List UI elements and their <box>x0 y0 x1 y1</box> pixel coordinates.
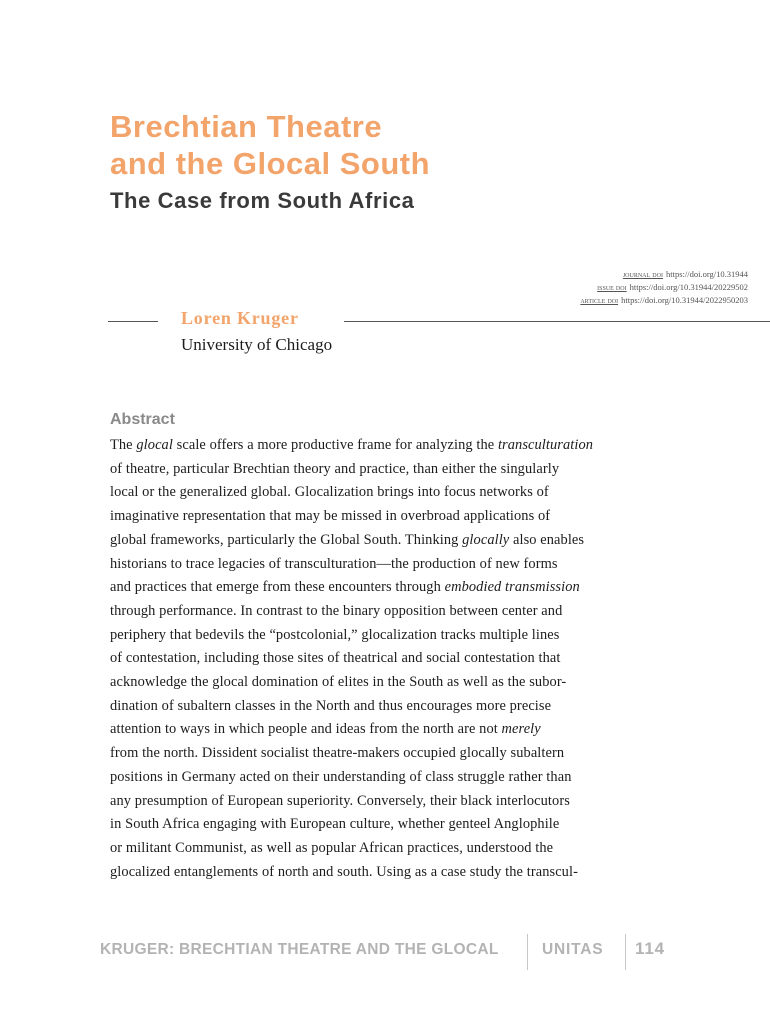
abstract-emphasis: merely <box>501 721 541 738</box>
abstract-line <box>110 600 670 624</box>
abstract-body <box>110 434 670 884</box>
doi-link[interactable]: https://doi.org/10.31944/20229502 <box>629 282 748 292</box>
abstract-emphasis: glocally <box>462 531 510 548</box>
article-title-line-1: Brechtian Theatre <box>110 109 383 144</box>
abstract-line <box>110 576 670 600</box>
abstract-emphasis: transculturation <box>497 437 594 453</box>
abstract-line <box>110 647 670 671</box>
doi-block <box>580 268 748 307</box>
abstract-text: of contestation, including those sites of theatrical and social contestation that <box>110 650 561 667</box>
abstract-line <box>110 766 670 790</box>
author-name: Loren Kruger <box>181 308 299 328</box>
author-affiliation: University of Chicago <box>181 335 333 354</box>
abstract-text: scale offers a more productive frame for analyzing the <box>172 437 498 453</box>
doi-line <box>580 268 748 281</box>
abstract-line <box>110 861 670 885</box>
abstract-text: dination of subaltern classes in the North and thus encourages more precise <box>110 697 552 714</box>
abstract-line <box>110 434 670 458</box>
author-rule-left <box>108 321 158 322</box>
abstract-line <box>110 553 670 577</box>
abstract-text: local or the generalized global. Glocalization brings into focus networks of <box>110 484 549 501</box>
abstract-text: imaginative representation that may be missed in overbroad applications of <box>110 508 551 525</box>
abstract-line <box>110 671 670 695</box>
abstract-text: in South Africa engaging with European culture, whether genteel Anglophile <box>110 816 560 833</box>
abstract-text: or militant Communist, as well as popular African practices, understood the <box>110 839 554 856</box>
abstract-text: periphery that bedevils the “postcolonial,” glocalization tracks multiple lines <box>110 626 560 643</box>
abstract-line <box>110 695 670 719</box>
footer-divider <box>527 934 528 970</box>
abstract-line <box>110 505 670 529</box>
article-title-line-2: and the Glocal South <box>110 146 431 181</box>
journal-name: UNITAS <box>542 941 604 958</box>
doi-label: journal doi <box>622 269 663 279</box>
abstract-text: The <box>110 437 137 453</box>
abstract-text: historians to trace legacies of transculturation—the production of new forms <box>110 555 558 572</box>
abstract-text: attention to ways in which people and ideas from the north are not <box>110 721 502 738</box>
article-title <box>110 108 430 182</box>
abstract-text: positions in Germany acted on their understanding of class struggle rather than <box>110 768 572 785</box>
abstract-text: of theatre, particular Brechtian theory and practice, than either the singularly <box>110 460 560 477</box>
abstract-line <box>110 742 670 766</box>
abstract-line <box>110 718 670 742</box>
abstract-line <box>110 837 670 861</box>
abstract-emphasis: glocal <box>136 437 173 453</box>
abstract-line <box>110 790 670 814</box>
abstract-line <box>110 813 670 837</box>
abstract-heading: Abstract <box>110 411 175 428</box>
article-subtitle: The Case from South Africa <box>110 188 415 213</box>
abstract-text: any presumption of European superiority. Conversely, their black interlocutors <box>110 792 570 809</box>
abstract-line <box>110 529 670 553</box>
abstract-emphasis: embodied transmission <box>444 579 580 596</box>
doi-link[interactable]: https://doi.org/10.31944 <box>665 269 748 279</box>
running-head: KRUGER: BRECHTIAN THEATRE AND THE GLOCAL <box>100 941 499 958</box>
doi-label: issue doi <box>597 282 627 292</box>
abstract-line <box>110 458 670 482</box>
abstract-line <box>110 481 670 505</box>
abstract-line <box>110 624 670 648</box>
abstract-text: through performance. In contrast to the binary opposition between center and <box>110 602 563 619</box>
doi-line <box>580 294 748 307</box>
abstract-text: and practices that emerge from these encounters through <box>110 579 445 596</box>
abstract-text: glocalized entanglements of north and south. Using as a case study the transcul- <box>110 863 578 880</box>
abstract-text: also enables <box>509 531 585 548</box>
footer-divider <box>625 934 626 970</box>
author-rule-right <box>344 321 770 322</box>
doi-line <box>580 281 748 294</box>
abstract-text: acknowledge the glocal domination of elites in the South as well as the subor- <box>110 674 567 691</box>
page-number: 114 <box>635 939 665 958</box>
abstract-text: from the north. Dissident socialist theatre-makers occupied glocally subaltern <box>110 745 565 762</box>
doi-label: article doi <box>580 295 619 305</box>
doi-link[interactable]: https://doi.org/10.31944/2022950203 <box>621 295 748 305</box>
abstract-text: global frameworks, particularly the Global South. Thinking <box>110 531 463 548</box>
